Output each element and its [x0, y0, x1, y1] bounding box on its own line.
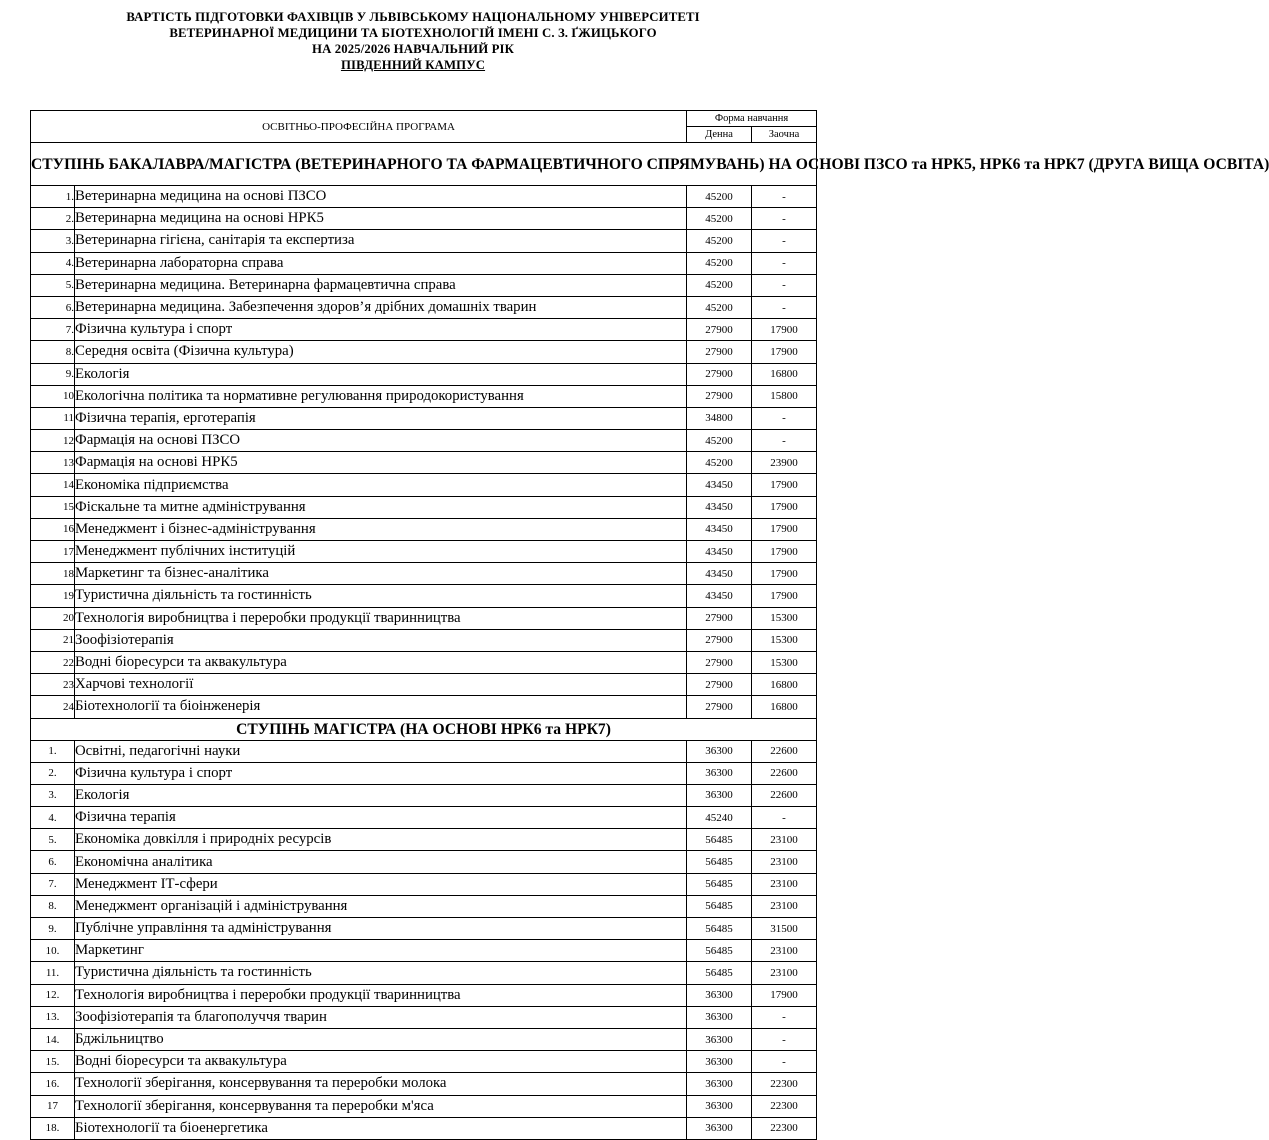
day-cost: 27900 [687, 385, 752, 407]
form-column-header: Форма навчання [687, 111, 817, 127]
table-row [31, 341, 817, 363]
program-name: Туристична діяльність та гостинність [75, 585, 687, 607]
section-master-row [31, 718, 817, 740]
correspondence-cost: 16800 [752, 363, 817, 385]
correspondence-cost: 15300 [752, 651, 817, 673]
day-cost: 34800 [687, 407, 752, 429]
row-number: 5. [31, 274, 75, 296]
table-row [31, 740, 817, 762]
program-name: Маркетинг та бізнес-аналітика [75, 563, 687, 585]
correspondence-column-header: Заочна [752, 127, 817, 143]
row-number: 8. [31, 341, 75, 363]
correspondence-cost: - [752, 186, 817, 208]
day-cost: 56485 [687, 962, 752, 984]
table-row [31, 895, 817, 917]
section-bachelor-title: СТУПІНЬ БАКАЛАВРА/МАГІСТРА (ВЕТЕРИНАРНОГО ТА ФАРМАЦЕВТИЧНОГО СПРЯМУВАНЬ) НА ОСНОВІ ПЗСО та НРК5, НРК6 та НРК7 (ДРУГА ВИЩА ОСВІТА) [31, 143, 817, 186]
table-row [31, 1028, 817, 1050]
correspondence-cost: 17900 [752, 984, 817, 1006]
document-header [0, 9, 826, 73]
day-cost: 43450 [687, 563, 752, 585]
program-name: Менеджмент публічних інституцій [75, 541, 687, 563]
header-line-2: ВЕТЕРИНАРНОЇ МЕДИЦИНИ ТА БІОТЕХНОЛОГІЙ ІМЕНІ С. З. ҐЖИЦЬКОГО [169, 26, 657, 40]
program-name: Біотехнології та біоінженерія [75, 696, 687, 718]
table-row [31, 186, 817, 208]
table-row [31, 585, 817, 607]
correspondence-cost: 17900 [752, 541, 817, 563]
day-cost: 56485 [687, 895, 752, 917]
correspondence-cost: 17900 [752, 341, 817, 363]
correspondence-cost: - [752, 230, 817, 252]
table-row [31, 407, 817, 429]
correspondence-cost: - [752, 1051, 817, 1073]
day-cost: 36300 [687, 1028, 752, 1050]
table-row [31, 696, 817, 718]
program-name: Ветеринарна лабораторна справа [75, 252, 687, 274]
day-cost: 36300 [687, 1073, 752, 1095]
program-name: Ветеринарна медицина на основі НРК5 [75, 208, 687, 230]
table-row [31, 474, 817, 496]
row-number: 12. [31, 984, 75, 1006]
day-cost: 45200 [687, 208, 752, 230]
row-number: 9. [31, 363, 75, 385]
day-cost: 27900 [687, 629, 752, 651]
day-cost: 27900 [687, 651, 752, 673]
correspondence-cost: 16800 [752, 674, 817, 696]
table-row [31, 208, 817, 230]
correspondence-cost: - [752, 208, 817, 230]
table-row [31, 563, 817, 585]
day-cost: 36300 [687, 1095, 752, 1117]
day-cost: 45200 [687, 186, 752, 208]
correspondence-cost: 23900 [752, 452, 817, 474]
row-number: 23 [31, 674, 75, 696]
correspondence-cost: 15800 [752, 385, 817, 407]
day-cost: 56485 [687, 918, 752, 940]
table-row [31, 1073, 817, 1095]
table-row [31, 918, 817, 940]
correspondence-cost: 17900 [752, 496, 817, 518]
program-name: Технології зберігання, консервування та переробки м'яса [75, 1095, 687, 1117]
program-name: Економіка довкілля і природніх ресурсів [75, 829, 687, 851]
program-name: Туристична діяльність та гостинність [75, 962, 687, 984]
program-name: Технології зберігання, консервування та переробки молока [75, 1073, 687, 1095]
table-row [31, 629, 817, 651]
program-name: Маркетинг [75, 940, 687, 962]
row-number: 3. [31, 230, 75, 252]
day-cost: 43450 [687, 496, 752, 518]
day-cost: 43450 [687, 518, 752, 540]
correspondence-cost: - [752, 1028, 817, 1050]
campus-title: ПІВДЕННИЙ КАМПУС [340, 58, 486, 72]
row-number: 7. [31, 319, 75, 341]
correspondence-cost: 17900 [752, 319, 817, 341]
program-name: Зоофізіотерапія та благополуччя тварин [75, 1006, 687, 1028]
section-master-title: СТУПІНЬ МАГІСТРА (НА ОСНОВІ НРК6 та НРК7) [31, 718, 817, 740]
day-cost: 43450 [687, 585, 752, 607]
row-number: 4. [31, 807, 75, 829]
day-cost: 27900 [687, 696, 752, 718]
row-number: 16. [31, 1073, 75, 1095]
correspondence-cost: 22300 [752, 1117, 817, 1139]
day-cost: 27900 [687, 319, 752, 341]
day-cost: 45200 [687, 252, 752, 274]
row-number: 14 [31, 474, 75, 496]
day-column-header: Денна [687, 127, 752, 143]
row-number: 6. [31, 851, 75, 873]
row-number: 17 [31, 541, 75, 563]
table-row [31, 274, 817, 296]
row-number: 13. [31, 1006, 75, 1028]
table-row [31, 319, 817, 341]
row-number: 6. [31, 296, 75, 318]
correspondence-cost: 17900 [752, 474, 817, 496]
correspondence-cost: 22600 [752, 740, 817, 762]
program-name: Екологічна політика та нормативне регулювання природокористування [75, 385, 687, 407]
row-number: 4. [31, 252, 75, 274]
day-cost: 45200 [687, 274, 752, 296]
day-cost: 36300 [687, 1006, 752, 1028]
day-cost: 27900 [687, 363, 752, 385]
correspondence-cost: 23100 [752, 940, 817, 962]
correspondence-cost: 31500 [752, 918, 817, 940]
correspondence-cost: 15300 [752, 629, 817, 651]
day-cost: 27900 [687, 341, 752, 363]
day-cost: 56485 [687, 851, 752, 873]
correspondence-cost: - [752, 807, 817, 829]
program-name: Ветеринарна медицина на основі ПЗСО [75, 186, 687, 208]
program-name: Водні біоресурси та аквакультура [75, 651, 687, 673]
day-cost: 36300 [687, 984, 752, 1006]
correspondence-cost: 23100 [752, 829, 817, 851]
day-cost: 45200 [687, 452, 752, 474]
correspondence-cost: 22600 [752, 784, 817, 806]
program-name: Середня освіта (Фізична культура) [75, 341, 687, 363]
row-number: 1. [31, 740, 75, 762]
correspondence-cost: 23100 [752, 895, 817, 917]
day-cost: 43450 [687, 474, 752, 496]
row-number: 14. [31, 1028, 75, 1050]
day-cost: 56485 [687, 873, 752, 895]
table-row [31, 296, 817, 318]
correspondence-cost: - [752, 274, 817, 296]
header-line-1: ВАРТІСТЬ ПІДГОТОВКИ ФАХІВЦІВ У ЛЬВІВСЬКОМУ НАЦІОНАЛЬНОМУ УНІВЕРСИТЕТІ [126, 10, 700, 24]
day-cost: 56485 [687, 829, 752, 851]
table-row [31, 873, 817, 895]
program-name: Менеджмент організацій і адміністрування [75, 895, 687, 917]
program-name: Екологія [75, 784, 687, 806]
row-number: 7. [31, 873, 75, 895]
day-cost: 56485 [687, 940, 752, 962]
row-number: 11 [31, 407, 75, 429]
program-name: Ветеринарна медицина. Ветеринарна фармацевтична справа [75, 274, 687, 296]
day-cost: 27900 [687, 607, 752, 629]
row-number: 10 [31, 385, 75, 407]
correspondence-cost: - [752, 1006, 817, 1028]
row-number: 19 [31, 585, 75, 607]
day-cost: 36300 [687, 1117, 752, 1139]
program-name: Фізична культура і спорт [75, 319, 687, 341]
correspondence-cost: 17900 [752, 563, 817, 585]
day-cost: 45200 [687, 230, 752, 252]
row-number: 21 [31, 629, 75, 651]
correspondence-cost: 17900 [752, 518, 817, 540]
program-name: Зоофізіотерапія [75, 629, 687, 651]
table-row [31, 651, 817, 673]
program-name: Бджільництво [75, 1028, 687, 1050]
row-number: 15. [31, 1051, 75, 1073]
row-number: 22 [31, 651, 75, 673]
table-row [31, 541, 817, 563]
table-row [31, 984, 817, 1006]
row-number: 12 [31, 430, 75, 452]
correspondence-cost: 23100 [752, 873, 817, 895]
table-row [31, 784, 817, 806]
program-name: Економічна аналітика [75, 851, 687, 873]
program-name: Ветеринарна гігієна, санітарія та експертиза [75, 230, 687, 252]
correspondence-cost: 22300 [752, 1095, 817, 1117]
program-name: Фармація на основі НРК5 [75, 452, 687, 474]
day-cost: 27900 [687, 674, 752, 696]
correspondence-cost: 22300 [752, 1073, 817, 1095]
program-name: Ветеринарна медицина. Забезпечення здоров’я дрібних домашніх тварин [75, 296, 687, 318]
program-name: Фізична культура і спорт [75, 762, 687, 784]
table-row [31, 252, 817, 274]
correspondence-cost: 15300 [752, 607, 817, 629]
table-row [31, 674, 817, 696]
row-number: 13 [31, 452, 75, 474]
correspondence-cost: - [752, 296, 817, 318]
table-row [31, 962, 817, 984]
day-cost: 36300 [687, 1051, 752, 1073]
day-cost: 36300 [687, 762, 752, 784]
table-row [31, 1051, 817, 1073]
table-row [31, 1006, 817, 1028]
program-name: Менеджмент ІТ-сфери [75, 873, 687, 895]
table-row [31, 430, 817, 452]
day-cost: 43450 [687, 541, 752, 563]
correspondence-cost: - [752, 252, 817, 274]
correspondence-cost: 22600 [752, 762, 817, 784]
correspondence-cost: - [752, 407, 817, 429]
row-number: 8. [31, 895, 75, 917]
program-name: Освітні, педагогічні науки [75, 740, 687, 762]
program-name: Менеджмент і бізнес-адміністрування [75, 518, 687, 540]
row-number: 1. [31, 186, 75, 208]
row-number: 11. [31, 962, 75, 984]
table-row [31, 518, 817, 540]
program-name: Екологія [75, 363, 687, 385]
row-number: 18. [31, 1117, 75, 1139]
table-row [31, 940, 817, 962]
table-row [31, 851, 817, 873]
table-row [31, 452, 817, 474]
row-number: 16 [31, 518, 75, 540]
program-name: Фізична терапія, ерготерапія [75, 407, 687, 429]
table-row [31, 363, 817, 385]
table-row [31, 807, 817, 829]
table-row [31, 385, 817, 407]
program-column-header: ОСВІТНЬО-ПРОФЕСІЙНА ПРОГРАМА [31, 111, 687, 143]
table-row [31, 230, 817, 252]
correspondence-cost: 16800 [752, 696, 817, 718]
correspondence-cost: - [752, 430, 817, 452]
program-name: Харчові технології [75, 674, 687, 696]
row-number: 5. [31, 829, 75, 851]
program-name: Технологія виробництва і переробки продукції тваринництва [75, 984, 687, 1006]
program-name: Публічне управління та адміністрування [75, 918, 687, 940]
day-cost: 36300 [687, 784, 752, 806]
row-number: 10. [31, 940, 75, 962]
day-cost: 45200 [687, 296, 752, 318]
row-number: 20 [31, 607, 75, 629]
table-row [31, 496, 817, 518]
program-name: Фізична терапія [75, 807, 687, 829]
tuition-table [30, 110, 1269, 1140]
table-row [31, 1095, 817, 1117]
row-number: 2. [31, 208, 75, 230]
row-number: 2. [31, 762, 75, 784]
header-line-3: НА 2025/2026 НАВЧАЛЬНИЙ РІК [312, 42, 514, 56]
table-row [31, 607, 817, 629]
row-number: 3. [31, 784, 75, 806]
table-row [31, 1117, 817, 1139]
correspondence-cost: 17900 [752, 585, 817, 607]
row-number: 18 [31, 563, 75, 585]
table-row [31, 762, 817, 784]
row-number: 17 [31, 1095, 75, 1117]
row-number: 9. [31, 918, 75, 940]
day-cost: 45200 [687, 430, 752, 452]
program-name: Економіка підприємства [75, 474, 687, 496]
program-name: Фіскальне та митне адміністрування [75, 496, 687, 518]
day-cost: 45240 [687, 807, 752, 829]
row-number: 24 [31, 696, 75, 718]
correspondence-cost: 23100 [752, 851, 817, 873]
program-name: Біотехнології та біоенергетика [75, 1117, 687, 1139]
program-name: Технологія виробництва і переробки продукції тваринництва [75, 607, 687, 629]
day-cost: 36300 [687, 740, 752, 762]
table-row [31, 829, 817, 851]
program-name: Водні біоресурси та аквакультура [75, 1051, 687, 1073]
row-number: 15 [31, 496, 75, 518]
program-name: Фармація на основі ПЗСО [75, 430, 687, 452]
correspondence-cost: 23100 [752, 962, 817, 984]
